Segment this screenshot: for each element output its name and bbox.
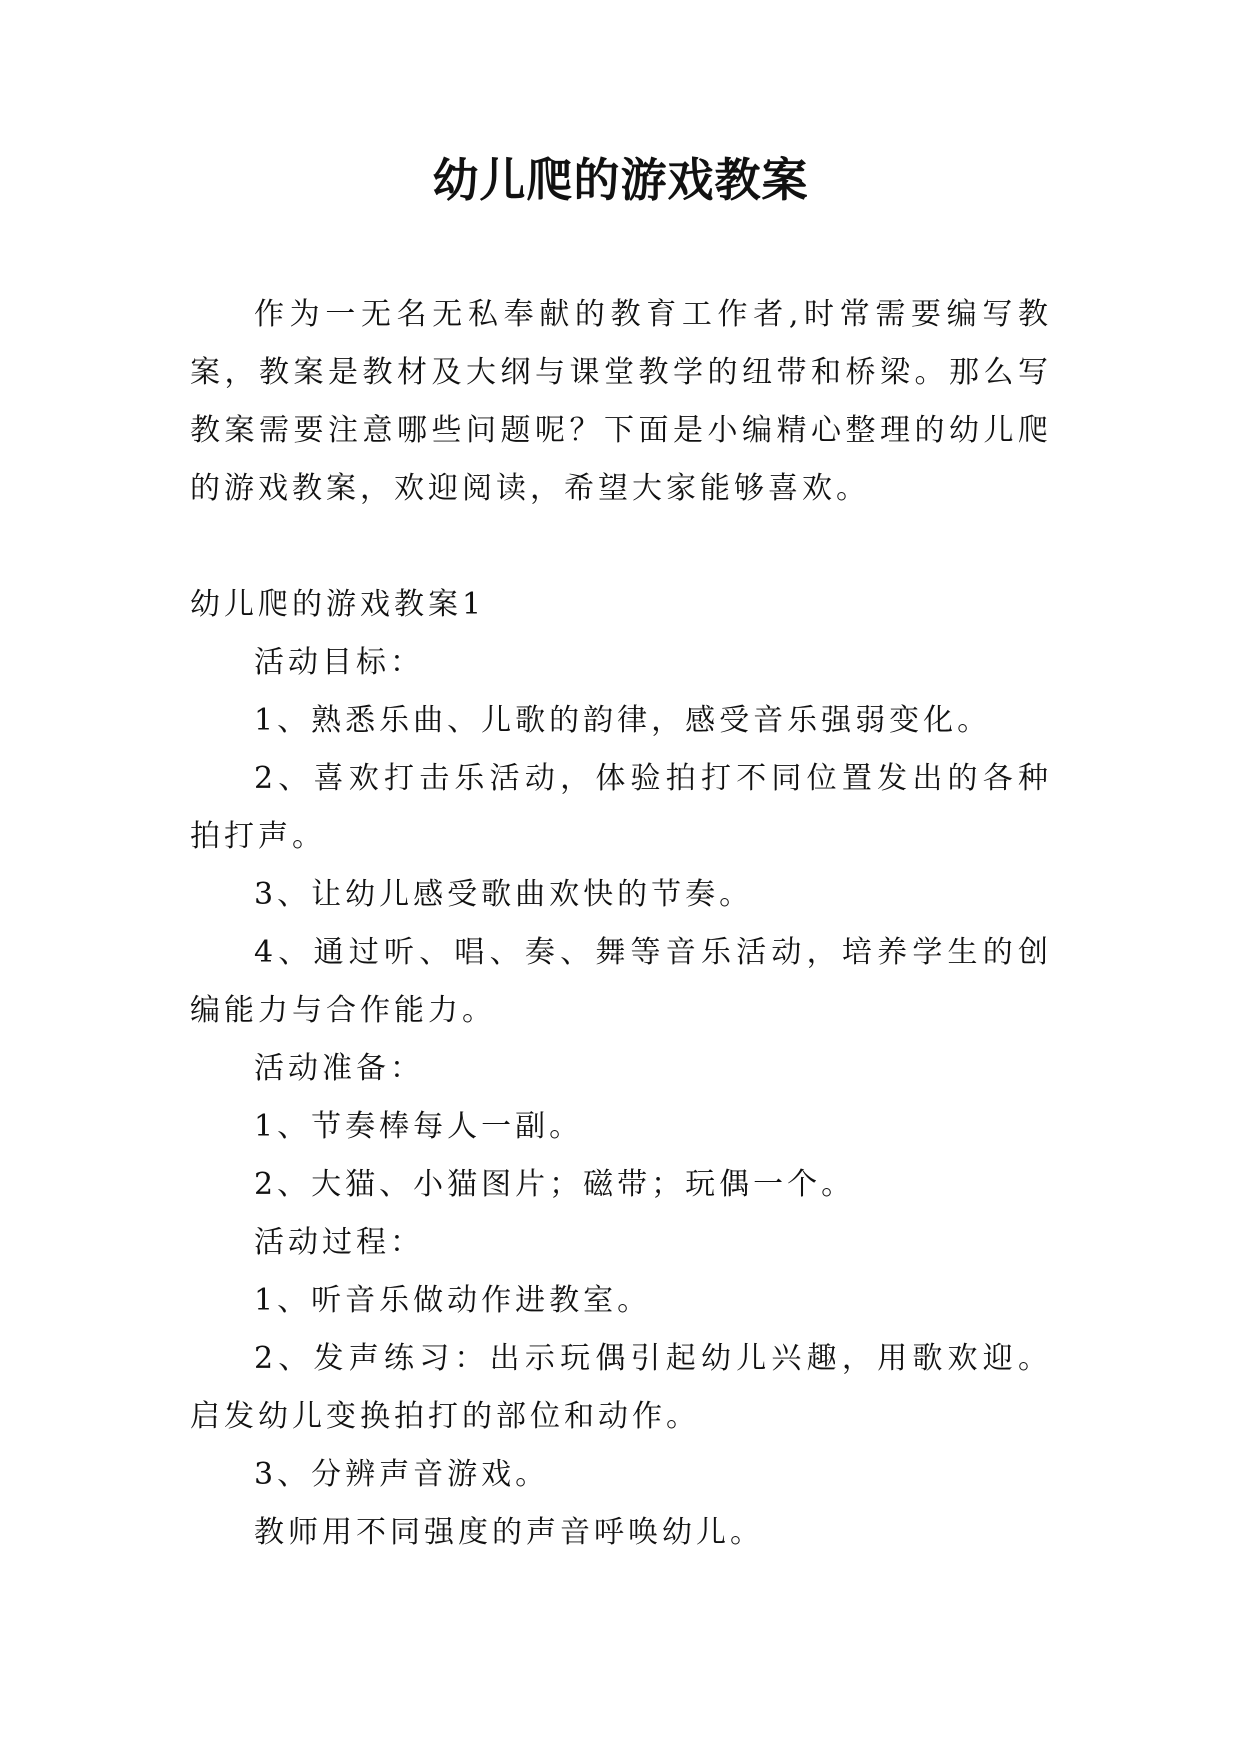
activity-goals-heading: 活动目标： <box>254 645 424 680</box>
intro-paragraph: 作为一无名无私奉献的教育工作者,时常需要编写教案，教案是教材及大纲与课堂教学的纽带和桥梁。那么写教案需要注意哪些问题呢？下面是小编精心整理的幼儿爬的游戏教案，欢迎阅读，希望大家能够喜欢。 <box>190 297 1052 506</box>
preparation-item-1: 1、节奏棒每人一副。 <box>254 1109 584 1144</box>
activity-process-heading: 活动过程： <box>254 1225 424 1260</box>
preparation-item-2: 2、大猫、小猫图片；磁带；玩偶一个。 <box>254 1167 856 1202</box>
lesson-content <box>190 576 1052 1562</box>
process-item-1: 1、听音乐做动作进教室。 <box>254 1283 652 1318</box>
process-item-3: 3、分辨声音游戏。 <box>254 1457 550 1492</box>
goal-item-2: 2、喜欢打击乐活动，体验拍打不同位置发出的各种拍打声。 <box>190 761 1052 854</box>
activity-preparation-heading: 活动准备： <box>254 1051 424 1086</box>
process-item-2: 2、发声练习：出示玩偶引起幼儿兴趣，用歌欢迎。启发幼儿变换拍打的部位和动作。 <box>190 1341 1052 1434</box>
goal-item-1: 1、熟悉乐曲、儿歌的韵律，感受音乐强弱变化。 <box>254 703 992 738</box>
document-title: 幼儿爬的游戏教案 <box>432 153 809 207</box>
section-heading: 幼儿爬的游戏教案1 <box>190 587 486 622</box>
goal-item-3: 3、让幼儿感受歌曲欢快的节奏。 <box>254 877 754 912</box>
goal-item-4: 4、通过听、唱、奏、舞等音乐活动，培养学生的创编能力与合作能力。 <box>190 935 1052 1028</box>
process-note: 教师用不同强度的声音呼唤幼儿。 <box>254 1515 764 1550</box>
